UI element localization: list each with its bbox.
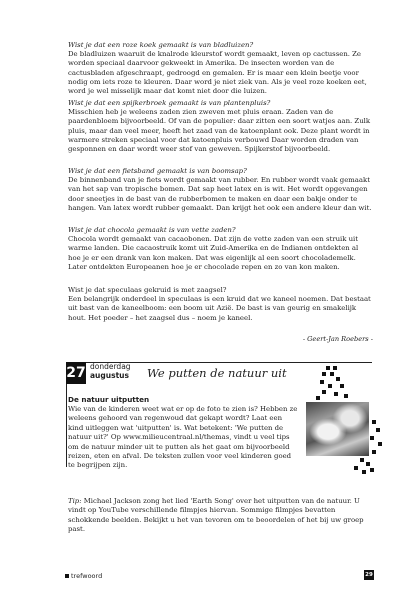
qa-answer: De bladluizen waaruit de knalrode kleurstof wordt gemaakt, leven op cactussen. Ze worden speciaal daarvoor gekweekt in Amerika. De insecten worden van de cactusbladen afgeschraapt, gedroogd en gemalen. Er is maar een klein beetje voor nodig om iets roze te kleuren. Daar word je niet ziek van. Als je veel roze koeken eet, word je wel misselijk maar dat komt niet door die luizen. [68, 50, 367, 96]
entry-body: Wie van de kinderen weet wat er op de foto te zien is? Hebben ze weleens gehoord van regenwoud dat gekapt wordt? Laat een kind uitleggen wat 'uitputten' is. Wat betekent: 'We putten de natuur uit?' Op www.milieucentraal.nl/themas, vindt u veel tips om de natuur minder uit te putten als het gaat om bijvoorbeeld reizen, eten en afval. De teksten zullen voor veel kinderen goed te begrijpen zijn. [68, 405, 298, 470]
qa-item [68, 226, 373, 272]
qa-item [68, 99, 373, 154]
entry-tip [68, 497, 376, 534]
entry-title: We putten de natuur uit [147, 366, 287, 380]
footer-brand [65, 572, 102, 580]
entry-subtitle: De natuur uitputten [68, 395, 150, 404]
qa-answer: Chocola wordt gemaakt van cacaobonen. Dat zijn de vette zaden van een struik uit warme landen. Die cacaostruik komt uit Zuid-Amerika en de Indianen ontdekten al hoe je er een drank van kon maken. Dat was eigenlijk al een soort chocolademelk. Later ontdekten Europeanen hoe je er chocolade repen en zo van kon maken. [68, 235, 359, 271]
tip-text: Michael Jackson zong het lied 'Earth Song' over het uitputten van de natuur. U vindt op YouTube verschillende filmpjes hiervan. Sommige filmpjes bevatten schokkende beelden. Bekijkt u het van tevoren om te beoordelen of het bij uw groep past. [68, 497, 364, 533]
tip-label: Tip: [68, 497, 82, 505]
brand-square-icon [65, 574, 69, 578]
author-signature: - Geert-Jan Roebers - [302, 335, 373, 343]
entry-weekday: donderdag [90, 362, 131, 371]
nature-photo [306, 402, 369, 456]
qa-answer: Misschien heb je weleens zaden zien zweven met pluis eraan. Zaden van de paardenbloem bijvoorbeeld. Of van de populier: daar zitten een soort watjes aan. Zulk pluis, maar dan veel meer, heeft het zaad van de katoenplant ook. Deze plant wordt in warmere streken speciaal voor dat katoenpluis verbouwd Daar worden draden van gesponnen en daar wordt weer stof van geweven. Spijkerstof bijvoorbeeld. [68, 108, 371, 154]
qa-question: Wist je dat chocola gemaakt is van vette zaden? [68, 226, 236, 234]
brand-name: trefwoord [71, 572, 103, 580]
entry-day-number: 27 [66, 362, 86, 384]
entry-month: augustus [90, 370, 129, 380]
qa-item [68, 41, 373, 96]
qa-item [68, 286, 373, 323]
qa-question: Wist je dat een roze koek gemaakt is van bladluizen? [68, 41, 254, 49]
entry-date [90, 363, 131, 380]
qa-answer: De binnenband van je fiets wordt gemaakt van rubber. En rubber wordt vaak gemaakt van het sap van tropische bomen. Dat sap heet latex en is wit. Het wordt opgevangen door sneetjes in de bast van de rubberbomen te maken en daar een bakje onder te hangen. Van latex wordt rubber gemaakt. Dan krijgt het ook een andere kleur dan wit. [68, 176, 372, 212]
page-number: 29 [365, 572, 373, 578]
qa-answer: Een belangrijk onderdeel in speculaas is een kruid dat we kaneel noemen. Dat bestaat uit bast van de kaneelboom: een boom uit Azië. De bast is van geurig en smakelijk hout. Het poeder – het zaagsel dus – noem je kaneel. [68, 295, 371, 322]
qa-question: Wist je dat een spijkerbroek gemaakt is van plantenpluis? [68, 99, 271, 107]
qa-question: Wist je dat speculaas gekruid is met zaagsel? [68, 286, 227, 294]
qa-question: Wist je dat een fietsband gemaakt is van boomsap? [68, 167, 247, 175]
qa-item [68, 167, 373, 213]
